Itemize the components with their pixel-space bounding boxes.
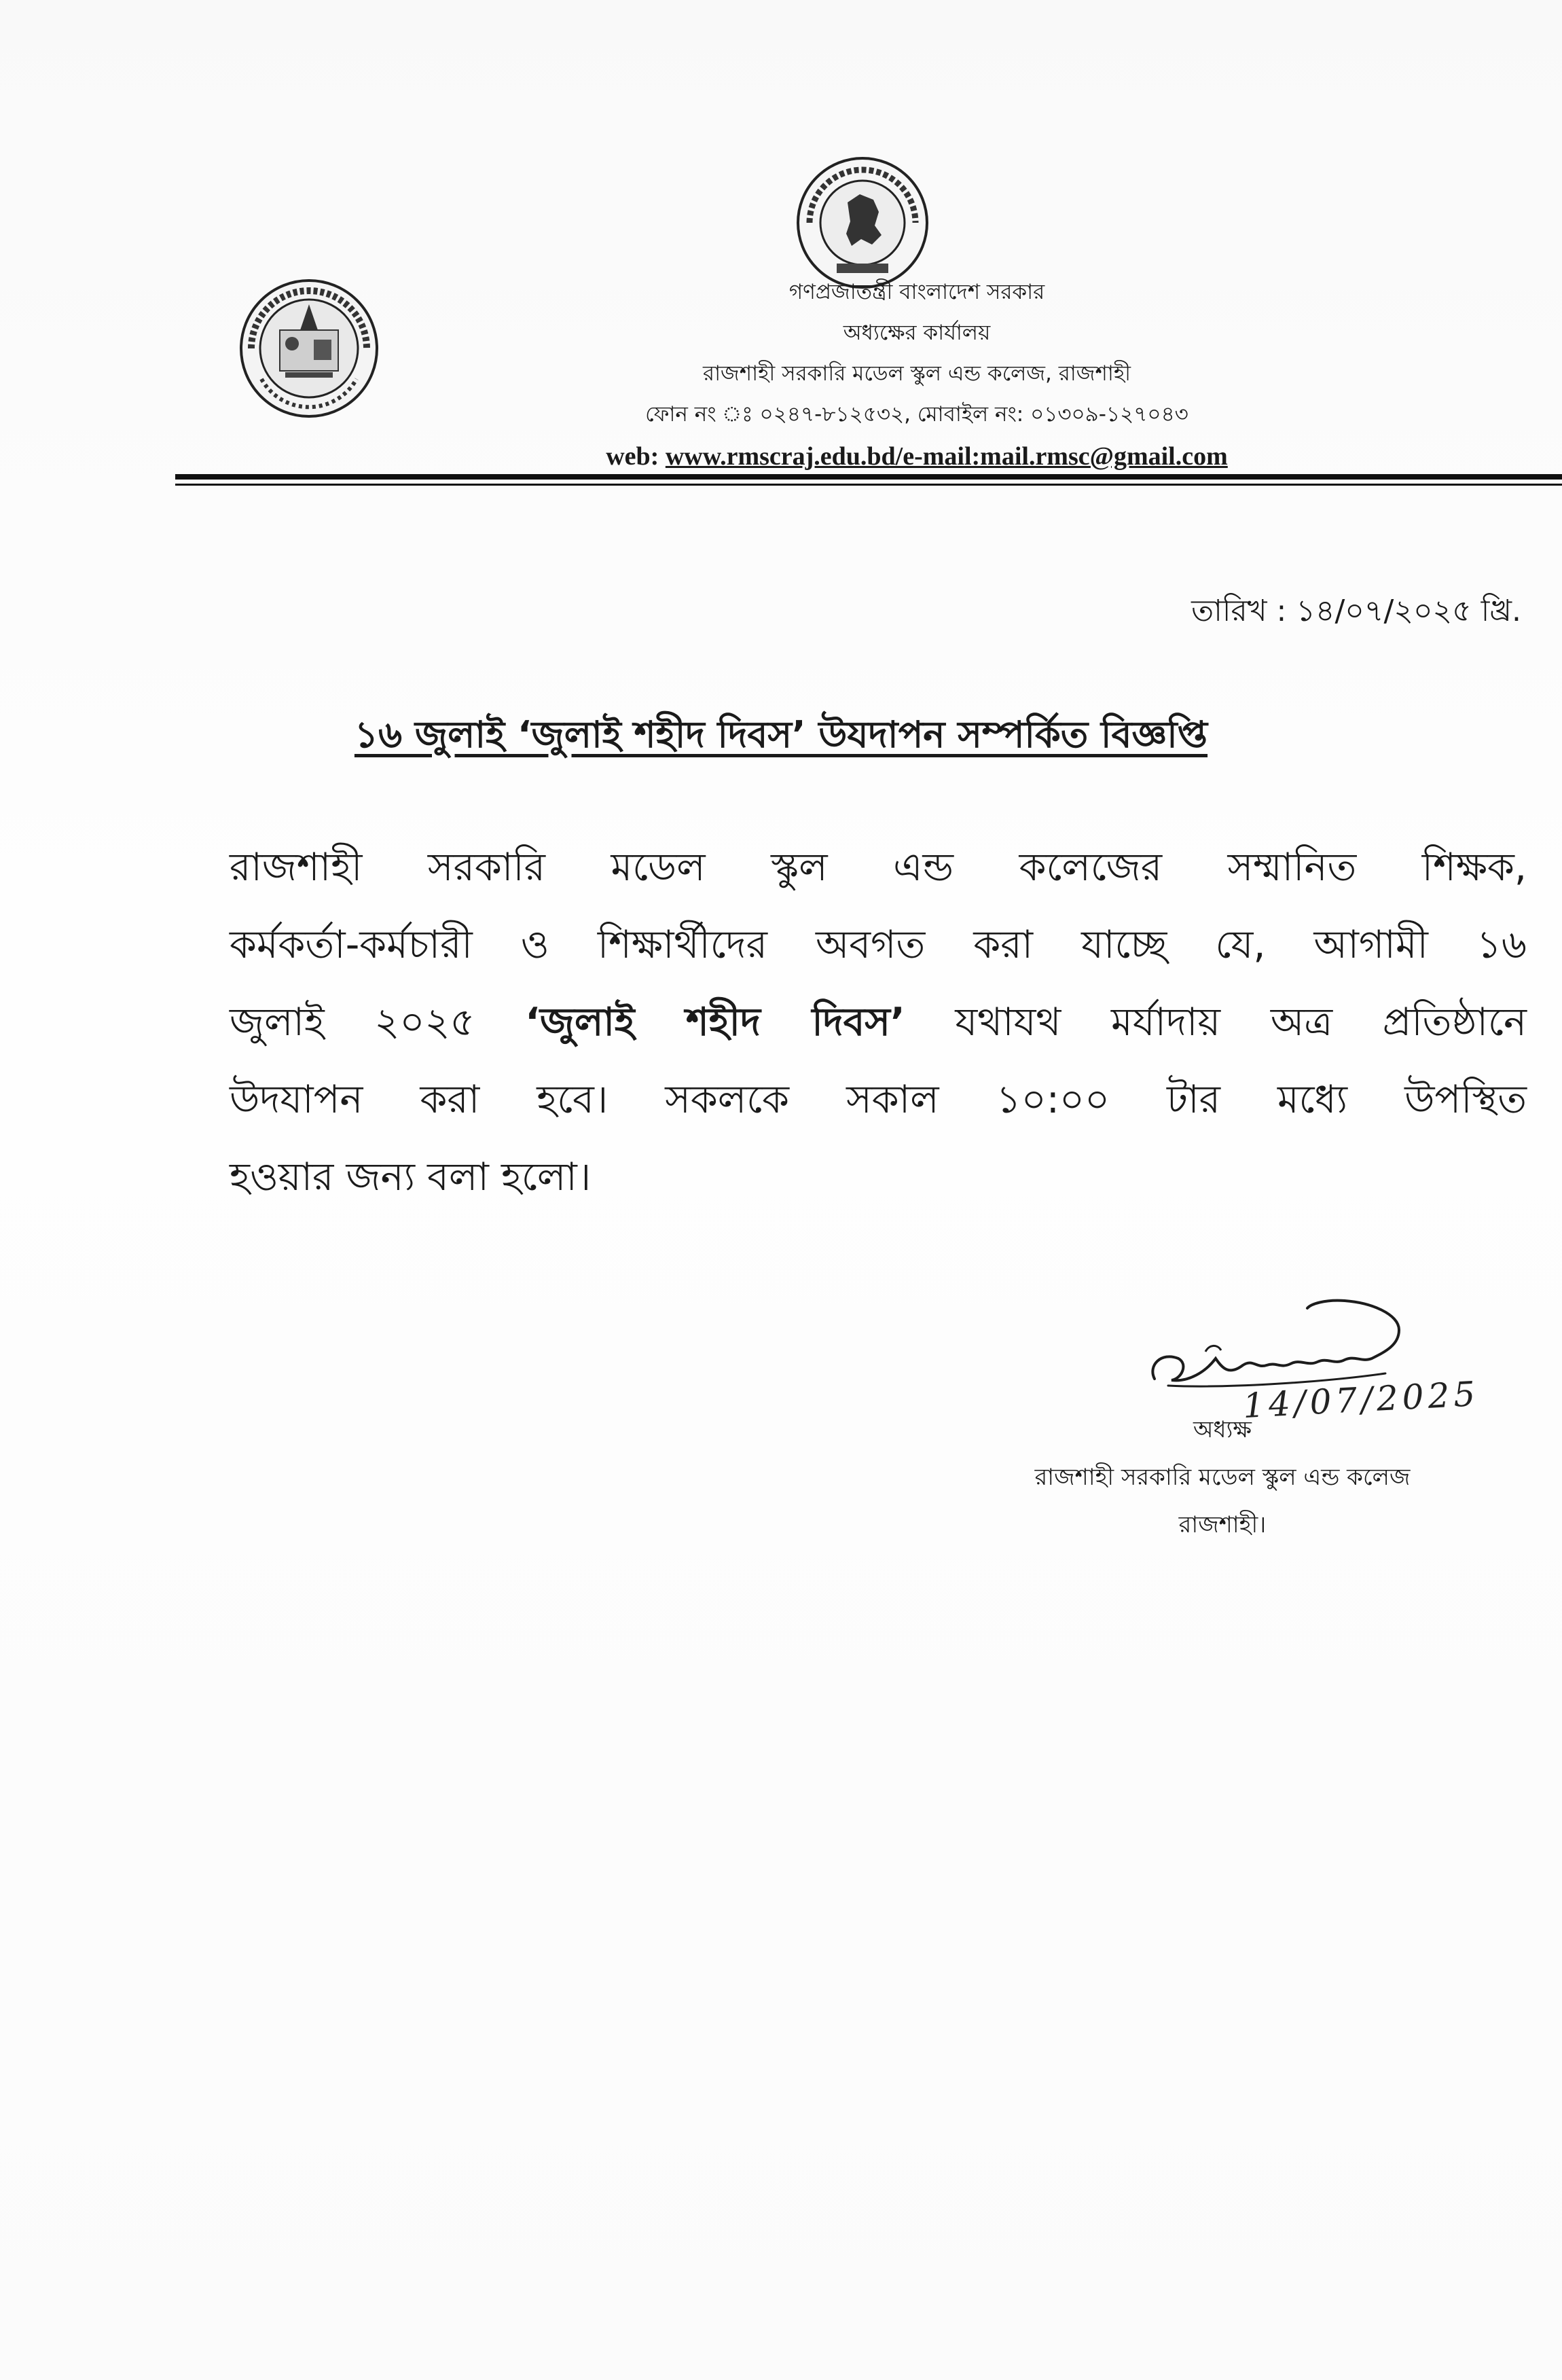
web-link[interactable]: www.rmscraj.edu.bd/e-mail:mail.rmsc@gmail.com [665, 442, 1228, 471]
signatory-institution: রাজশাহী সরকারি মডেল স্কুল এন্ড কলেজ [1034, 1464, 1411, 1491]
government-seal-icon [795, 155, 930, 291]
letterhead [475, 272, 1358, 478]
header-divider-thick [175, 474, 1562, 480]
body-line-3-part-a: জুলাই ২০২৫ [230, 1000, 526, 1045]
body-line-3-bold: ‘জুলাই শহীদ দিবস’ [525, 1000, 905, 1045]
contact-web [475, 435, 1358, 478]
body-line-4: উদযাপন করা হবে। সকলকে সকাল ১০:০০ টার মধ্যে উপস্থিত [230, 1077, 1527, 1122]
institution-name: রাজশাহী সরকারি মডেল স্কুল এন্ড কলেজ, রাজশাহী [703, 361, 1131, 386]
office-name: অধ্যক্ষের কার্যালয় [843, 321, 991, 345]
body-line-1: রাজশাহী সরকারি মডেল স্কুল এন্ড কলেজের সম্মানিত শিক্ষক, [230, 845, 1527, 890]
notice-subject-text: ১৬ জুলাই ‘জুলাই শহীদ দিবস’ উযদাপন সম্পর্কিত বিজ্ঞপ্তি [354, 713, 1208, 756]
institution-seal-icon [238, 277, 380, 420]
signature-date: 14/07/2025 [1241, 1373, 1481, 1426]
notice-body [230, 829, 1527, 1216]
body-line-3 [230, 984, 1527, 1061]
notice-subject [0, 706, 1562, 768]
signatory-designation: অধ্যক্ষ [1193, 1416, 1252, 1443]
government-name: গণপ্রজাতন্ত্রী বাংলাদেশ সরকার [788, 280, 1045, 304]
signatory-block [978, 1406, 1467, 1549]
notice-date: তারিখ : ১৪/০৭/২০২৫ খ্রি. [1191, 594, 1521, 628]
body-line-2: কর্মকর্তা-কর্মচারী ও শিক্ষার্থীদের অবগত করা যাচ্ছে যে, আগামী ১৬ [230, 922, 1527, 967]
signatory-city: রাজশাহী। [1178, 1511, 1267, 1538]
header-divider-thin [175, 484, 1562, 486]
web-prefix: web: [606, 442, 666, 471]
contact-phone: ফোন নং ঃ ০২৪৭-৮১২৫৩২, মোবাইল নং: ০১৩০৯-১২৭০৪৩ [645, 402, 1188, 427]
body-line-3-part-b: যথাযথ মর্যাদায় অত্র প্রতিষ্ঠানে [905, 1000, 1527, 1045]
body-line-5: হওয়ার জন্য বলা হলো। [230, 1155, 592, 1200]
